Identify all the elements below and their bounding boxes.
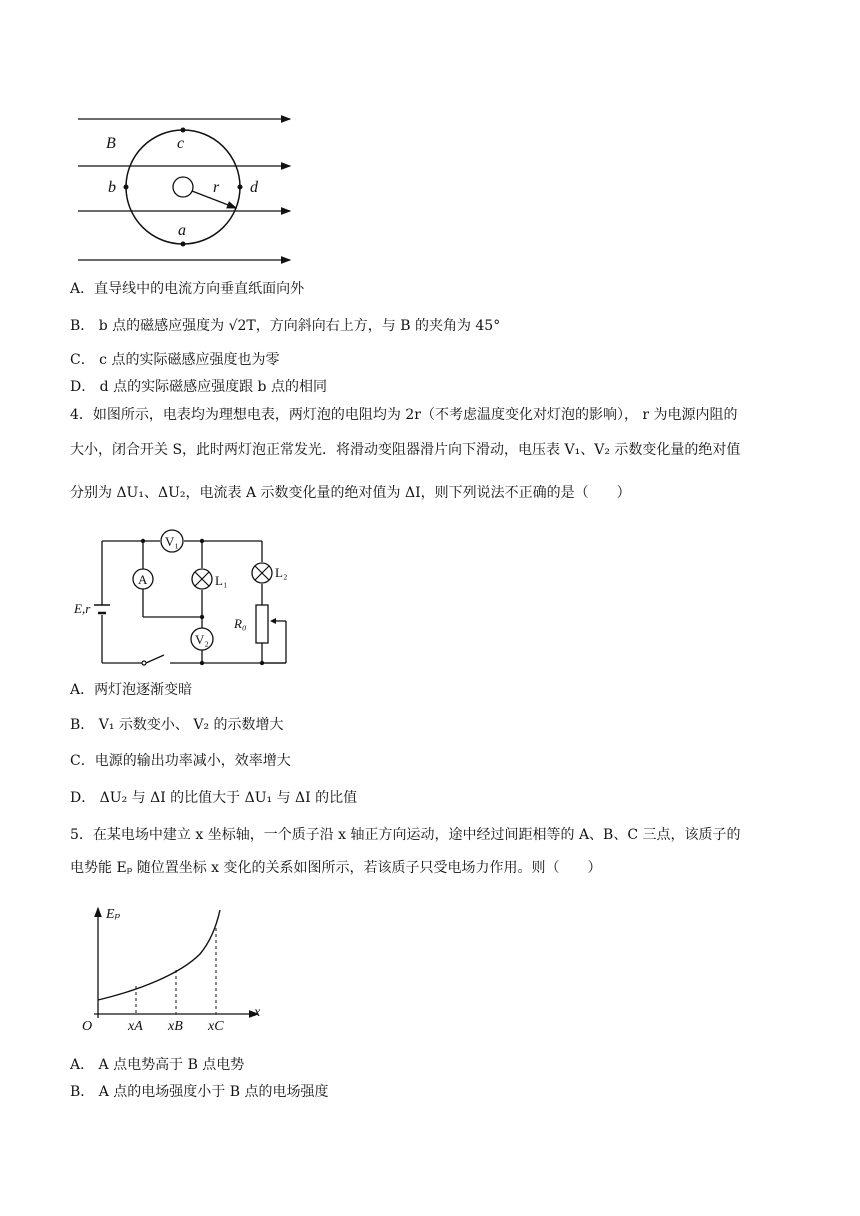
q4-option-a: A．两灯泡逐渐变暗 xyxy=(70,682,193,698)
origin-label: O xyxy=(82,1019,93,1034)
label-d: d xyxy=(250,179,258,196)
point-c xyxy=(181,128,186,133)
q4-option-d: D． ΔU₂ 与 ΔI 的比值大于 ΔU₁ 与 ΔI 的比值 xyxy=(70,790,358,806)
label-B: B xyxy=(106,135,116,152)
q4-option-b: B． V₁ 示数变小、 V₂ 的示数增大 xyxy=(70,717,284,733)
xlabel-x: x xyxy=(254,1005,261,1020)
switch-contact xyxy=(142,661,146,665)
label-r: r xyxy=(213,179,220,196)
label-l1: L₁ xyxy=(215,573,228,588)
label-v2: V₂ xyxy=(195,632,209,647)
switch-blade xyxy=(146,655,164,663)
circuit-figure xyxy=(70,525,300,670)
q3-option-d: D． d 点的实际磁感应强度跟 b 点的相同 xyxy=(70,379,327,395)
q4-stem-line3: 分别为 ΔU₁、ΔU₂，电流表 A 示数变化量的绝对值为 ΔI，则下列说法不正确的是（ ） xyxy=(70,485,631,501)
q4-stem-line2: 大小，闭合开关 S，此时两灯泡正常发光．将滑动变阻器滑片向下滑动，电压表 V₁、V₂ 示数变化量的绝对值 xyxy=(70,442,741,458)
rheostat-r0 xyxy=(256,605,268,643)
label-c: c xyxy=(177,135,185,152)
q3-option-b: B． b 点的磁感应强度为 √2T，方向斜向右上方，与 B 的夹角为 45° xyxy=(70,318,501,334)
ylabel-ep: Eₚ xyxy=(106,907,121,922)
q4-stem-line1: 4．如图所示，电表均为理想电表，两灯泡的电阻均为 2r（不考虑温度变化对灯泡的影响）， r 为电源内阻的 xyxy=(70,407,738,423)
label-l2: L₂ xyxy=(275,565,288,580)
label-b: b xyxy=(108,179,116,196)
label-v1: V₁ xyxy=(165,534,179,549)
tick-xc: xC xyxy=(208,1019,224,1034)
point-b xyxy=(124,185,129,190)
ep-curve xyxy=(98,910,220,1000)
label-r0: R₀ xyxy=(234,616,247,631)
q3-option-c: C． c 点的实际磁感应强度也为零 xyxy=(70,352,280,368)
slider-arrowhead xyxy=(270,618,276,624)
q4-option-c: C．电源的输出功率减小，效率增大 xyxy=(70,753,291,769)
label-a: A xyxy=(138,572,148,587)
label-a: a xyxy=(178,222,186,239)
magnetic-field-figure xyxy=(70,105,300,270)
label-er: E,r xyxy=(74,601,91,616)
q5-option-a: A． A 点电势高于 B 点电势 xyxy=(70,1057,245,1073)
wire-circle xyxy=(173,177,193,197)
q5-stem-line1: 5．在某电场中建立 x 坐标轴，一个质子沿 x 轴正方向运动，途中经过间距相等的 A、B、C 三点，该质子的 xyxy=(70,827,741,843)
point-a xyxy=(181,242,186,247)
point-d xyxy=(238,185,243,190)
q3-option-a: A．直导线中的电流方向垂直纸面向外 xyxy=(70,281,305,297)
q5-option-b: B． A 点的电场强度小于 B 点的电场强度 xyxy=(70,1084,329,1100)
tick-xa: xA xyxy=(128,1019,143,1034)
tick-xb: xB xyxy=(168,1019,183,1034)
q5-stem-line2: 电势能 Eₚ 随位置坐标 x 变化的关系如图所示，若该质子只受电场力作用。则（ ） xyxy=(70,860,602,876)
ep-x-graph xyxy=(70,900,270,1040)
